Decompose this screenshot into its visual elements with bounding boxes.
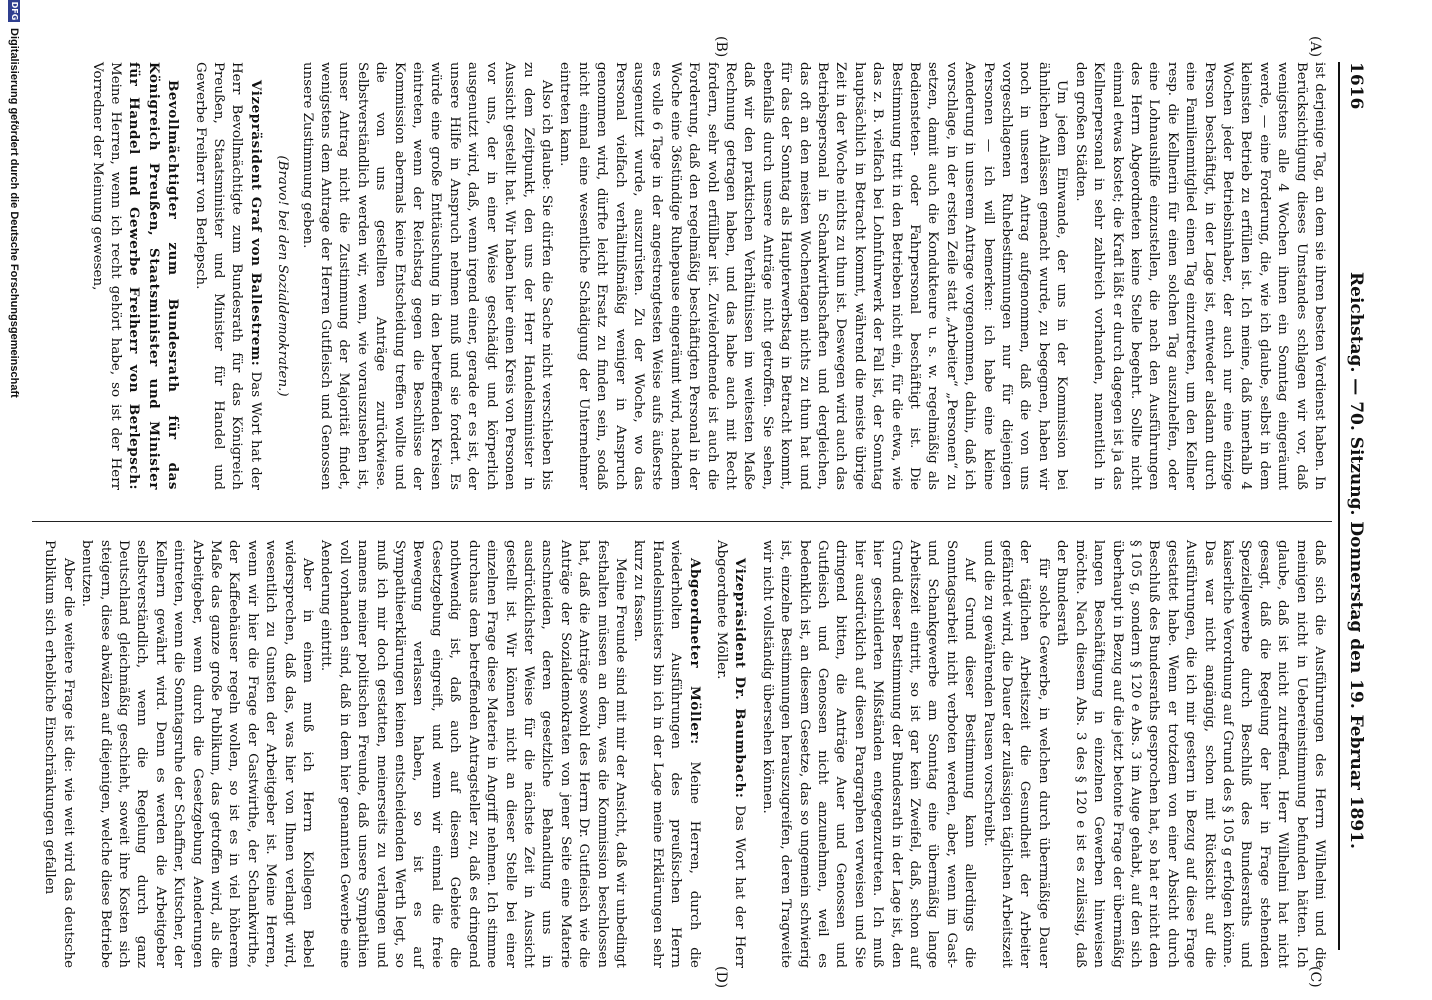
paragraph: Meine Freunde sind mit mir der Ansicht, daß wir unbedingt festhalten müssen an dem, was die Kommission beschlossen hat, daß die Anträge sowohl des Herrn Dr. Gutfleisch wie die Anträge der Sozialdemokraten von jener Seite eine Materie anschneiden, deren gesetzliche Behandlung uns in ausdrücklichster Weise für die nächste Zeit in Aussicht gestellt ist. Wir können nicht an dieser Stelle bei einer einzelnen Frage diese Materie in Angriff nehmen. Ich stimme durchaus dem betreffenden Antragsteller zu, daß es dringend nothwendig ist, daß auch auf diesem Gebiete die Gesetzgebung eingreift, und wenn wir einmal die freie Bewegung verlassen haben, so ist es auf Sympathieerklärungen keinen entscheidenden Werth legt, so muß ich mir doch gestatten, meinerseits zu verlangen und namens meiner politischen Freunde, daß unsere Sympathien voll vorhanden sind, daß in dem hier genannten Gewerbe eine Aenderung eintritt. <box>318 540 628 968</box>
paragraph: Aber in einem muß ich Herrn Kollegen Bebel widersprechen, daß das, was hier von Ihnen verlangt wird, wesentlich zu Gunsten der Arbeitgeber ist. Meine Herren, wenn wir hier die Frage der Gastwirthe, der Schankwirthe, der Kaffeehäuser regeln wollen, so ist es in viel höherem Maße das ganze große Publikum, das getroffen wird, als die Arbeitgeber, wenn durch die Gesetzgebung Aenderungen eintreten, wenn die Sonntagsruhe der Schaffner, Kutscher, der Kellnern gewährt wird. Denn es werden die Arbeitgeber selbstverständlich, wenn die Regelung durch ganz Deutschland gleichmäßig geschieht, soweit ihre Kosten sich steigern, diese abwälzen auf diejenigen, welche diese Betriebe benutzen. <box>79 540 316 968</box>
speech-text: Das Wort hat der Herr Abgeordnete Möller. <box>714 540 748 969</box>
speech-vizepraesident-baumbach <box>712 540 750 968</box>
speaker-name: Abgeordneter Möller: <box>686 558 703 745</box>
left-column <box>87 62 1328 490</box>
page-number: 1616 <box>1346 62 1366 110</box>
margin-mark-c: (C) <box>1307 966 1323 988</box>
column-divider <box>32 521 1332 522</box>
speech-text: Meine Herren, wenn ich recht gehört habe, so ist der Herr Vorredner der Meinung gewesen, <box>89 62 123 490</box>
speaker-name: Vizepräsident Graf von Ballestrem: <box>247 80 264 367</box>
speech-text: Das Wort hat der Herr Bevollmächtigte zum Bundesrath für das Königreich Preußen, Staatsminister und Minister für Handel und Gewerbe Freiherr von Berlepsch. <box>192 62 263 490</box>
margin-mark-b: (B) <box>713 36 729 58</box>
paragraph: daß sich die Ausführungen des Herrn Wilhelmi und die meinigen nicht in Uebereinstimmung befunden hätten. Ich glaube, daß ist nicht zutreffend. Herr Wilhelmi hat nicht gesagt, daß die Regelung der hier in Frage stehenden Speziellgewerbe durch Beschluß des Bundesraths und kaiserliche Verordnung auf Grund des § 105 g erfolgen könne. Das war nicht angängig, schon mit Rücksicht auf die Ausführungen, die ich mir gestern in Bezug auf diese Frage gestattet habe. Wenn er trotzdem von einer Absicht durch Beschluß des Bundesraths gesprochen hat, so hat er nicht den § 105 g, sondern § 120 e Abs. 3 im Auge gehabt, auf den sich überhaupt in Bezug auf die jetzt betonte Frage der übermäßig langen Beschäftigung in einzelnen Gewerben hinweisen möchte. Nach diesem Abs. 3 des § 120 e ist es zulässig, daß der Bundesrath <box>1054 540 1327 968</box>
right-column <box>40 540 1328 968</box>
quoted-statute: für solche Gewerbe, in welchen durch übermäßige Dauer der täglichen Arbeitszeit die Gesundheit der Arbeiter gefährdet wird, die Dauer der zulässigen täglichen Arbeitszeit und die zu gewährenden Pausen vorschreibt. <box>980 540 1051 968</box>
speech-moeller <box>629 540 704 968</box>
speech-text: Meine Herren, durch die wiederholten Ausführungen des preußischen Herrn Handelsministers bin ich in der Lage meine Erklärungen sehr kurz zu fassen. <box>631 540 702 968</box>
page-running-title: Reichstag. — 70. Sitzung. Donnerstag den 19. Februar 1891. <box>1346 272 1366 849</box>
paragraph: Aber die weitere Frage ist die: wie weit wird das deutsche Publikum sich erhebliche Einschränkungen gefallen <box>42 540 76 968</box>
digitization-credit <box>0 0 24 1000</box>
paragraph: Auf Grund dieser Bestimmung kann allerdings die Sonntagsarbeit nicht verboten werden, aber, wenn im Gast- und Schankgewerbe am Sonntag eine übermäßig lange Arbeitszeit eintritt, so ist gar kein Zweifel, daß, schon auf Grund dieser Bestimmung der Bundesrath in der Lage ist, den hier geschilderten Mißständen entgegenzutreten. Ich muß hier ausdrücklich auf diesen Paragraphen verweisen und Sie dringend bitten, die Anträge Auer und Genossen und Gutfleisch und Genossen nicht anzunehmen, weil es bedenklich ist, an diesem Gesetze, das so ungemein schwierig ist, einzelne Bestimmungen herauszugreifen, deren Tragweite wir nicht vollständig übersehen können. <box>759 540 978 968</box>
page-header <box>1344 62 1368 950</box>
speech-vizepraesident-ballestrem <box>190 62 265 490</box>
margin-mark-a: (A) <box>1307 36 1323 58</box>
dfg-logo-icon: DFG <box>10 1 19 21</box>
header-rule <box>1338 62 1340 950</box>
margin-mark-d: (D) <box>713 966 729 989</box>
paragraph: ist derjenige Tag, an dem sie ihren besten Verdienst haben. In Berücksichtigung dieses Umstandes schlagen wir vor, daß wenigstens alle 4 Wochen ihnen ein Sonntag eingeräumt werde, — eine Forderung, die, wie ich glaube, selbst in dem kleinsten Betrieb zu erfüllen ist. Ich meine, daß innerhalb 4 Wochen jeder Betriebsinhaber, der auch nur eine einzige Person beschäftigt, in der Lage ist, entweder alsdann durch eine Familienmitglied einen Tag einzutreten, um den Kellner resp. die Kellnerin für einen solchen Tag auszuhelfen, oder eine Lohnaushilfe einzustellen, die nach den Ausführungen des Herrn Abgeordneten keine Stelle begehrt. Sollte nicht einmal etwas kostet; die Kraft läßt er durch dagegen ist ja das Kellnerpersonal in sehr zahlreich vorhanden, namentlich in den großen Städten. <box>1072 62 1327 490</box>
paragraph: Also ich glaube: Sie dürfen die Sache nicht verschieben bis zu dem Zeitpunkt, den uns der Herr Handelsminister in Aussicht gestellt hat. Wir haben hier einen Kreis von Personen vor uns, der in einer Weise geschädigt und körperlich ausgenutzt wird, daß, wenn irgend einer, gerade er es ist, der unsere Hilfe in Anspruch nehmen muß und sie fordert. Es würde eine große Enttäuschung in den betreffenden Kreisen eintreten, wenn der Reichstag gegen die Beschlüsse der Kommission abermals keine Entscheidung treffen wollte und die von uns gestellten Anträge zurückwiese. Selbstverständlich werden wir, wenn, wie vorauszusehen ist, unser Antrag nicht die Zustimmung der Majorität findet, wenigstens dem Antrage der Herren Gutfleisch und Genossen unsere Zustimmung geben. <box>299 62 554 490</box>
digitization-credit-text: Digitalisierung gefördert durch die Deutsche Forschungsgemeinschaft <box>8 28 20 398</box>
speaker-name: Bevollmächtigter zum Bundesrath für das Königreich Preußen, Staatsminister und Minister für Handel und Gewerbe Freiherr von Berlepsch: <box>126 62 182 490</box>
paragraph: Um jedem Einwande, der uns in der Kommission bei ähnlichen Anlässen gemacht wurde, zu begegnen, haben wir noch in unseren Antrag aufgenommen, daß die von uns vorgeschlagenen Ruhebestimmungen nur für diejenigen Personen — ich will bemerken: ich habe eine kleine Aenderung in unserem Antrage vorgenommen, dahin, daß ich vorschlage, in der ersten Zeile statt „Arbeiter“ „Personen“ zu setzen, damit auch die Kondukteure u. s. w. regelmäßig als Bediensteten- oder Fahrpersonal beschäftigt ist. Die Bestimmung tritt in den Betrieben nicht ein, für die etwa, wie das z. B. vielfach bei Lohnfuhrwerk der Fall ist, der Sonntag hauptsächlich in Betracht kommt, während die meiste übrige Zeit in der Woche nichts zu thun ist. Deswegen wird auch das Betriebspersonal in Schankwirthschaften und dergleichen, das oft an den meisten Wochentagen nichts zu thun hat und für das der Sonntag als Haupterwerbstag in Betracht kommt, ebenfalls durch unsere Anträge nicht getroffen. Sie sehen, daß wir den praktischen Verhältnissen im weitesten Maße Rechnung getragen haben, und das habe auch mit Recht fordern, sehr wohl erfüllbar ist. Zuvielordnende ist auch die Forderung, daß den regelmäßig beschäftigten Personal in der Woche eine 36stündige Ruhepause eingeräumt wird, nachdem es volle 6 Tage in der angestrengtesten Weise aufs äußerste ausgenutzt wurde, auszurüsten. Zu der Woche, wo das Personal vielfach verhältnißmäßig weniger in Anspruch genommen wird, dürfte leicht Ersatz zu finden sein, sodaß nicht einmal eine wesentliche Schädigung der Unternehmer eintreten kann. <box>557 62 1070 490</box>
speech-berlepsch <box>87 62 182 490</box>
applause-note: (Bravo! bei den Sozialdemokraten.) <box>275 155 291 397</box>
speaker-name: Vizepräsident Dr. Baumbach: <box>732 558 749 799</box>
